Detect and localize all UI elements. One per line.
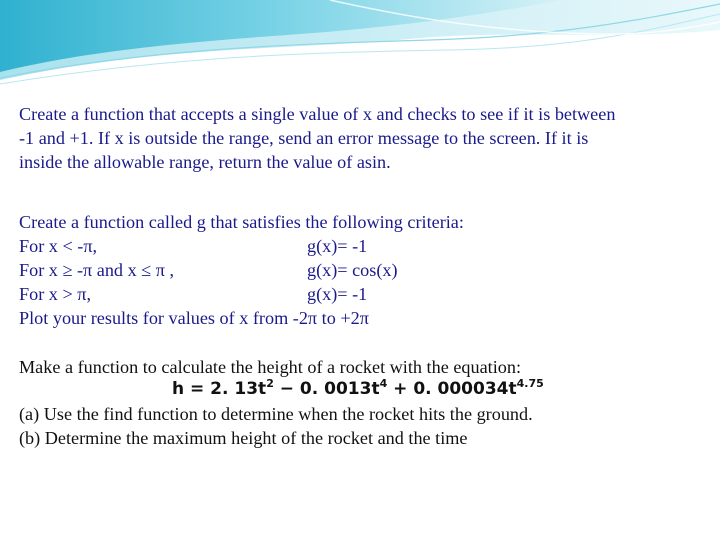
criterion-result: g(x)= -1 [307, 284, 368, 304]
header-wave-decoration [0, 0, 720, 90]
paragraph3-part-b: (b) Determine the maximum height of the rocket and the time [19, 428, 468, 448]
criterion-condition: For x ≥ -π and x ≤ π , [19, 260, 175, 280]
criterion-row-2 [19, 258, 619, 282]
criterion-result: g(x)= cos(x) [307, 260, 398, 280]
criterion-row-3 [19, 282, 619, 306]
paragraph1-line-2: -1 and +1. If x is outside the range, send an error message to the screen. If it is [19, 128, 589, 148]
paragraph2-outro: Plot your results for values of x from -2π to +2π [19, 308, 369, 328]
paragraph1-line-3: inside the allowable range, return the value of asin. [19, 152, 391, 172]
criterion-result: g(x)= -1 [307, 236, 368, 256]
criterion-condition: For x > π, [19, 284, 91, 304]
paragraph1-line-1: Create a function that accepts a single value of x and checks to see if it is between [19, 104, 616, 124]
criterion-row-1 [19, 234, 619, 258]
paragraph3-part-a: (a) Use the find function to determine when the rocket hits the ground. [19, 404, 533, 424]
criterion-condition: For x < -π, [19, 236, 98, 256]
rocket-height-equation: h = 2. $13t^2 - 0$. $0013t^4 + 0$. $000034t^{4.75}$ [172, 377, 544, 399]
paragraph3-intro: Make a function to calculate the height of a rocket with the equation: [19, 357, 521, 377]
paragraph2-intro: Create a function called g that satisfies the following criteria: [19, 212, 464, 232]
